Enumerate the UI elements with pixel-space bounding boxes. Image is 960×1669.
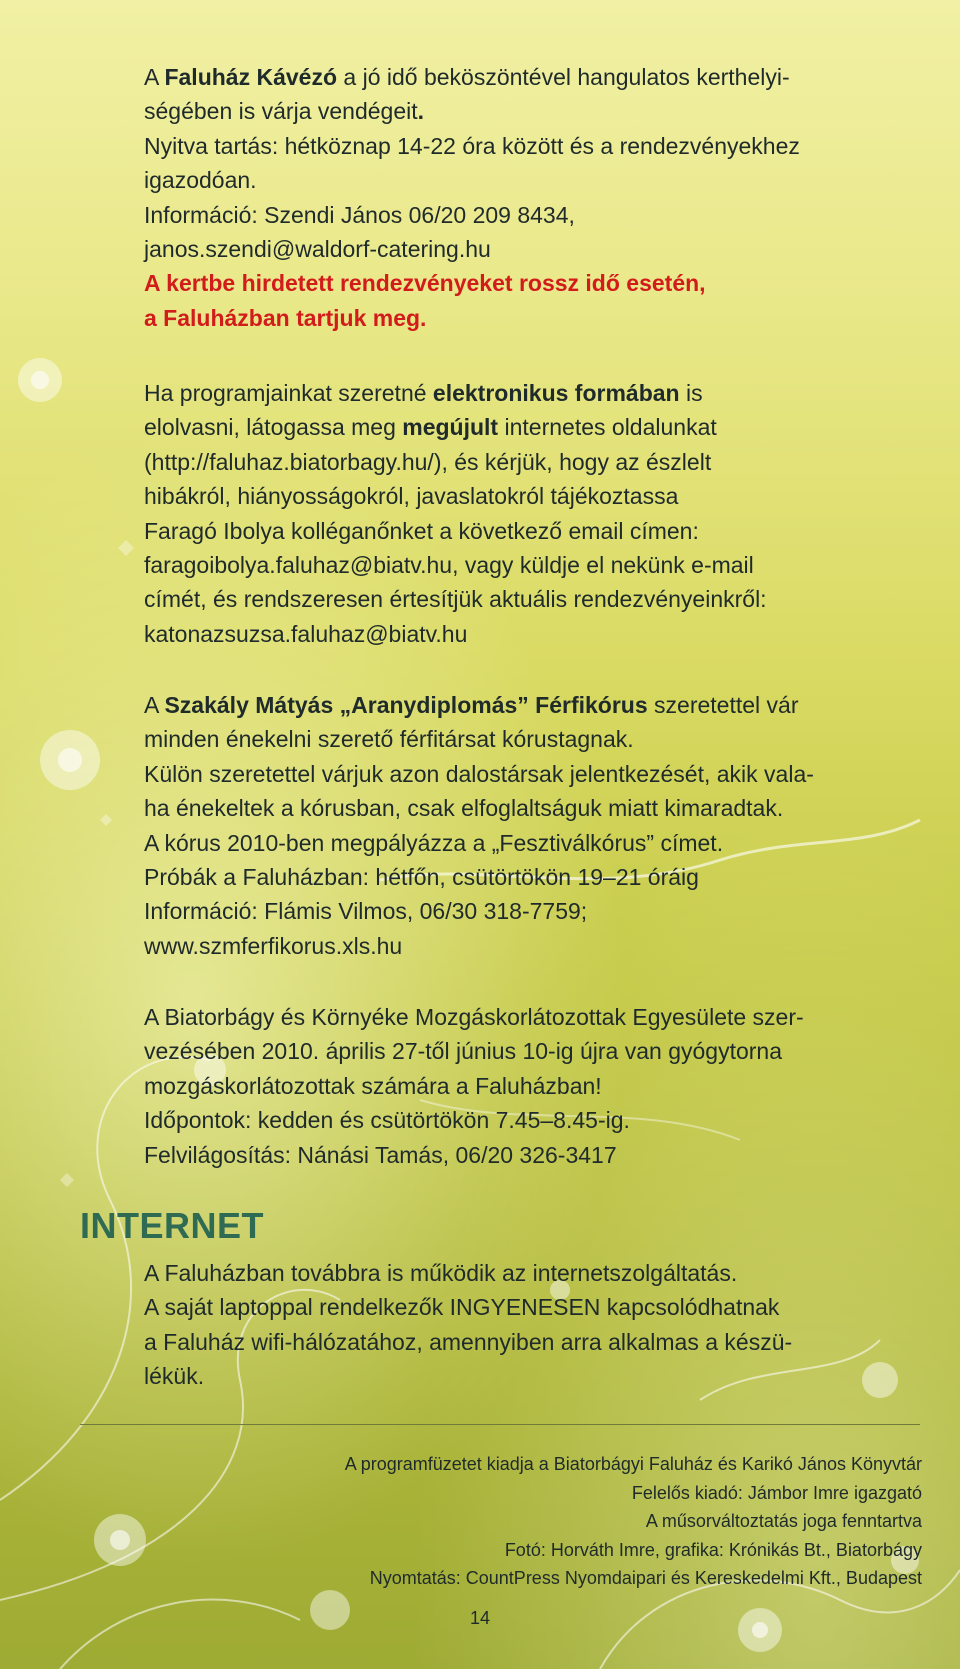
website-url: (http://faluhaz.biatorbagy.hu/), és kérjük, hogy az észlelt	[144, 448, 712, 475]
text: mozgáskorlátozottak számára a Faluházban!	[144, 1072, 602, 1099]
online-line-1	[144, 376, 924, 410]
text: lékük.	[144, 1363, 205, 1390]
cafe-line-2	[144, 94, 924, 128]
text: elektronikus formában	[432, 380, 680, 406]
text: Külön szeretettel várjuk azon dalostársak jelentkezését, akik vala-	[144, 760, 814, 787]
divider	[80, 1424, 920, 1425]
cafe-email: janos.szendi@waldorf-catering.hu	[144, 236, 491, 263]
contact-email: faragoibolya.faluhaz@biatv.hu, vagy küldje el nekünk e-mail	[144, 552, 754, 579]
online-line-2	[144, 410, 924, 444]
contact-email-2: katonazsuzsa.faluhaz@biatv.hu	[144, 620, 468, 647]
cafe-line-1	[144, 60, 924, 94]
rights-notice: A műsorváltoztatás joga fenntartva	[645, 1511, 922, 1531]
responsible-editor: Felelős kiadó: Jámbor Imre igazgató	[631, 1482, 922, 1503]
text: A saját laptoppal rendelkezők INGYENESEN kapcsolódhatnak	[144, 1294, 780, 1321]
choir-website: www.szmferfikorus.xls.hu	[144, 932, 403, 959]
weather-notice: A kertbe hirdetett rendezvényeket rossz idő esetén,	[144, 270, 706, 297]
weather-notice-cont: a Faluházban tartjuk meg.	[144, 304, 427, 331]
text: elolvasni, látogassa meg	[144, 414, 403, 441]
opening-hours: Nyitva tartás: hétköznap 14-22 óra között és a rendezvényekhez	[144, 132, 800, 159]
text: vezésében 2010. április 27-től június 10-ig újra van gyógytorna	[144, 1038, 783, 1065]
page-number: 14	[470, 1608, 491, 1628]
text: A	[144, 692, 165, 718]
text: ségében is várja vendégeit	[144, 98, 418, 125]
choir-contact: Információ: Flámis Vilmos, 06/30 318-7759;	[144, 898, 588, 925]
opening-hours-cont: igazodóan.	[144, 167, 257, 194]
cafe-contact: Információ: Szendi János 06/20 209 8434,	[144, 201, 575, 228]
text: hibákról, hiányosságokról, javaslatokról tájékoztassa	[144, 483, 679, 510]
text: internetes oldalunkat	[498, 414, 717, 441]
cafe-name: Faluház Kávézó	[164, 64, 338, 90]
credits-block	[345, 1450, 922, 1593]
gym-contact: Felvilágosítás: Nánási Tamás, 06/20 326-3417	[144, 1141, 617, 1168]
cafe-section	[144, 60, 924, 335]
text: minden énekelni szerető férfitársat kórustagnak.	[144, 726, 634, 753]
text: A Biatorbágy és Környéke Mozgáskorlátozottak Egyesülete szer-	[144, 1004, 804, 1030]
choir-section	[144, 688, 924, 963]
publisher: A programfüzetet kiadja a Biatorbágyi Faluház és Karikó János Könyvtár	[344, 1454, 922, 1474]
choir-line-1	[144, 688, 924, 722]
gym-section	[144, 1000, 924, 1172]
choir-name: Szakály Mátyás „Aranydiplomás” Férfikórus	[164, 692, 648, 718]
online-section	[144, 376, 924, 651]
text: A Faluházban továbbra is működik az internetszolgáltatás.	[144, 1260, 738, 1286]
text: is	[679, 380, 703, 406]
text: a Faluház wifi-hálózatához, amennyiben arra alkalmas a készü-	[144, 1328, 793, 1355]
printer-credit: Nyomtatás: CountPress Nyomdaipari és Kereskedelmi Kft., Budapest	[369, 1568, 922, 1588]
text: .	[417, 98, 425, 125]
text: Faragó Ibolya kolléganőnket a következő email címen:	[144, 517, 699, 544]
internet-section	[144, 1256, 924, 1394]
text: a jó idő beköszöntével hangulatos kerthelyi-	[337, 64, 790, 90]
text: ha énekeltek a kórusban, csak elfoglaltságuk miatt kimaradtak.	[144, 795, 784, 822]
photo-credit: Fotó: Horváth Imre, grafika: Krónikás Bt., Biatorbágy	[504, 1539, 922, 1560]
text: A	[144, 64, 165, 90]
internet-heading: INTERNET	[80, 1205, 264, 1246]
gym-times: Időpontok: kedden és csütörtökön 7.45–8.45-ig.	[144, 1107, 630, 1134]
text: A kórus 2010-ben megpályázza a „Fesztiválkórus” címet.	[144, 829, 724, 856]
text: szeretettel vár	[647, 692, 799, 718]
rehearsal-times: Próbák a Faluházban: hétfőn, csütörtökön 19–21 óráig	[144, 864, 699, 891]
text: megújult	[402, 414, 499, 441]
text: címét, és rendszeresen értesítjük aktuális rendezvényeinkről:	[144, 586, 767, 613]
text: Ha programjainkat szeretné	[144, 380, 433, 406]
